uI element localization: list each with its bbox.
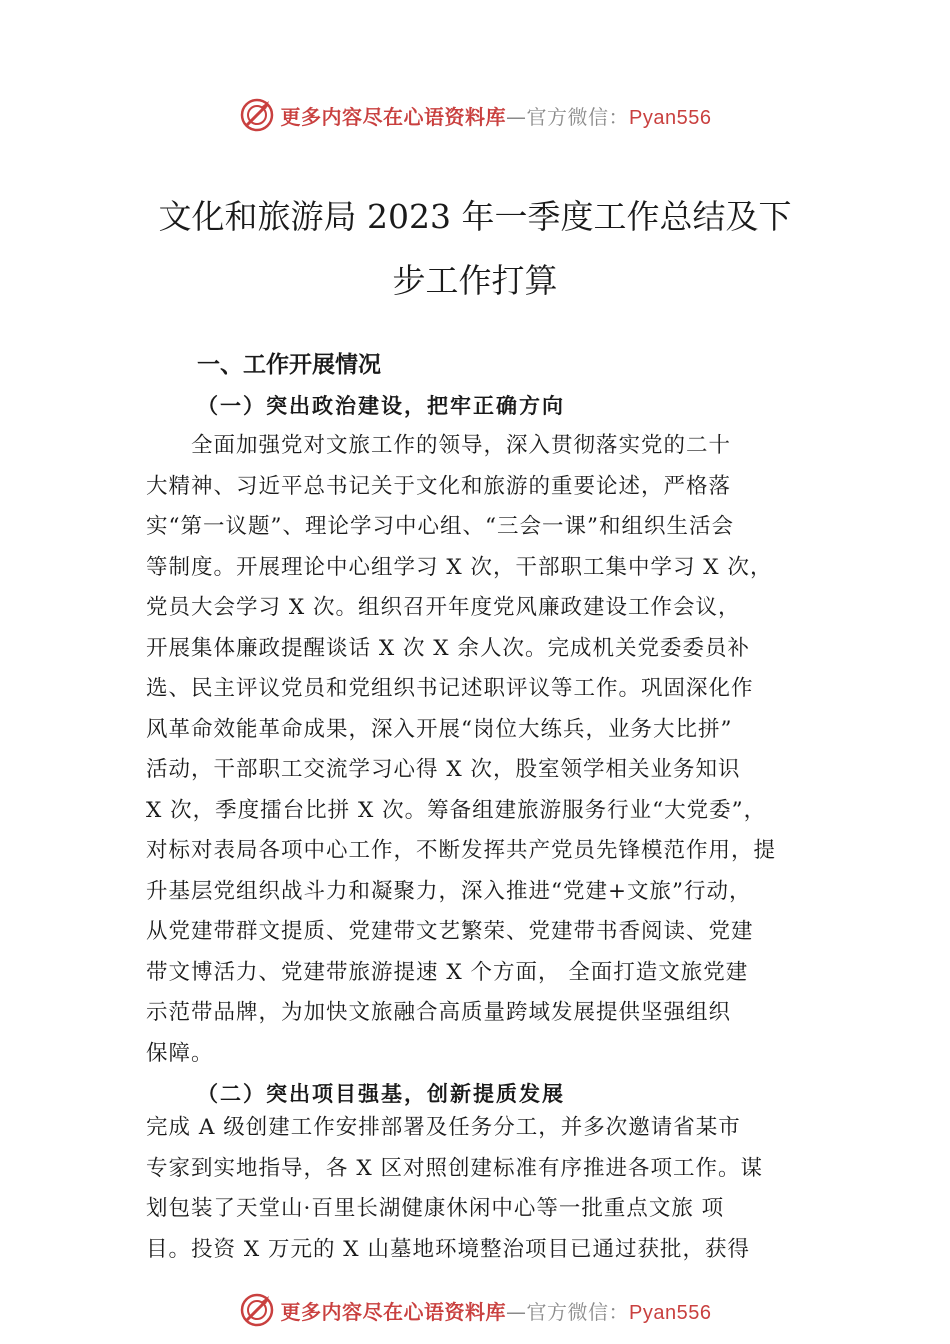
body-line: 活动，干部职工交流学习心得 X 次，股室领学相关业务知识 <box>146 757 741 782</box>
body-line: 完成 A 级创建工作安排部署及任务分工，并多次邀请省某市 <box>146 1115 741 1140</box>
body-line: 大精神、习近平总书记关于文化和旅游的重要论述，严格落 <box>146 473 732 499</box>
watermark-wechat: Pyan556 <box>629 1301 712 1324</box>
library-logo-icon <box>239 97 275 133</box>
body-line: 等制度。开展理论中心组学习 X 次，干部职工集中学习 X 次， <box>146 554 773 580</box>
subsection-1-heading: （一）突出政治建设，把牢正确方向 <box>197 393 565 418</box>
title-line-1: 文化和旅游局 2023 年一季度工作总结及下 <box>158 197 792 236</box>
body-line: 带文博活力、党建带旅游提速 X 个方面， 全面打造文旅党建 <box>146 959 749 985</box>
header-watermark <box>0 95 950 135</box>
body-line: 对标对表局各项中心工作，不断发挥共产党员先锋模范作用，提 <box>146 838 777 863</box>
body-line: X 次，季度擂台比拼 X 次。筹备组建旅游服务行业“大党委”， <box>146 797 767 823</box>
subsection-2-heading: （二）突出项目强基，创新提质发展 <box>197 1081 565 1106</box>
watermark-separator: — <box>506 104 527 129</box>
body-line: 示范带品牌，为加快文旅融合高质量跨域发展提供坚强组织 <box>146 1000 732 1025</box>
body-line: 全面加强党对文旅工作的领导，深入贯彻落实党的二十 <box>146 433 732 458</box>
body-line: 升基层党组织战斗力和凝聚力，深入推进“党建+文旅”行动， <box>146 878 752 904</box>
section-heading: 一、工作开展情况 <box>197 352 381 378</box>
footer-watermark <box>0 1290 950 1330</box>
watermark-official: 官方微信： <box>526 104 630 129</box>
body-line: 选、民主评议党员和党组织书记述职评议等工作。巩固深化作 <box>146 676 754 701</box>
watermark-official: 官方微信： <box>526 1299 630 1324</box>
body-line: 开展集体廉政提醒谈话 X 次 X 余人次。完成机关党委委员补 <box>146 635 750 661</box>
body-line: 实“第一议题”、理论学习中心组、“三会一课”和组织生活会 <box>146 514 734 539</box>
library-logo-icon <box>239 1292 275 1328</box>
watermark-wechat: Pyan556 <box>629 106 712 129</box>
title-line-2: 步工作打算 <box>392 261 558 300</box>
watermark-separator: — <box>506 1299 527 1324</box>
body-line: 保障。 <box>146 1040 214 1066</box>
body-line: 从党建带群文提质、党建带文艺繁荣、党建带书香阅读、党建 <box>146 919 754 944</box>
watermark-brand: 更多内容尽在心语资料库 <box>280 1299 507 1324</box>
subsection-2-body <box>146 1108 836 1270</box>
body-line: 风革命效能革命成果，深入开展“岗位大练兵，业务大比拼” <box>146 716 733 742</box>
watermark-brand: 更多内容尽在心语资料库 <box>280 104 507 129</box>
body-line: 专家到实地指导，各 X 区对照创建标准有序推进各项工作。谋 <box>146 1155 763 1181</box>
body-line: 党员大会学习 X 次。组织召开年度党风廉政建设工作会议， <box>146 595 741 620</box>
subsection-1-body <box>146 426 836 1074</box>
document-title <box>110 185 840 313</box>
body-line: 目。投资 X 万元的 X 山墓地环境整治项目已通过获批，获得 <box>146 1236 750 1262</box>
body-line: 划包装了天堂山·百里长湖健康休闲中心等一批重点文旅 项 <box>146 1196 725 1221</box>
